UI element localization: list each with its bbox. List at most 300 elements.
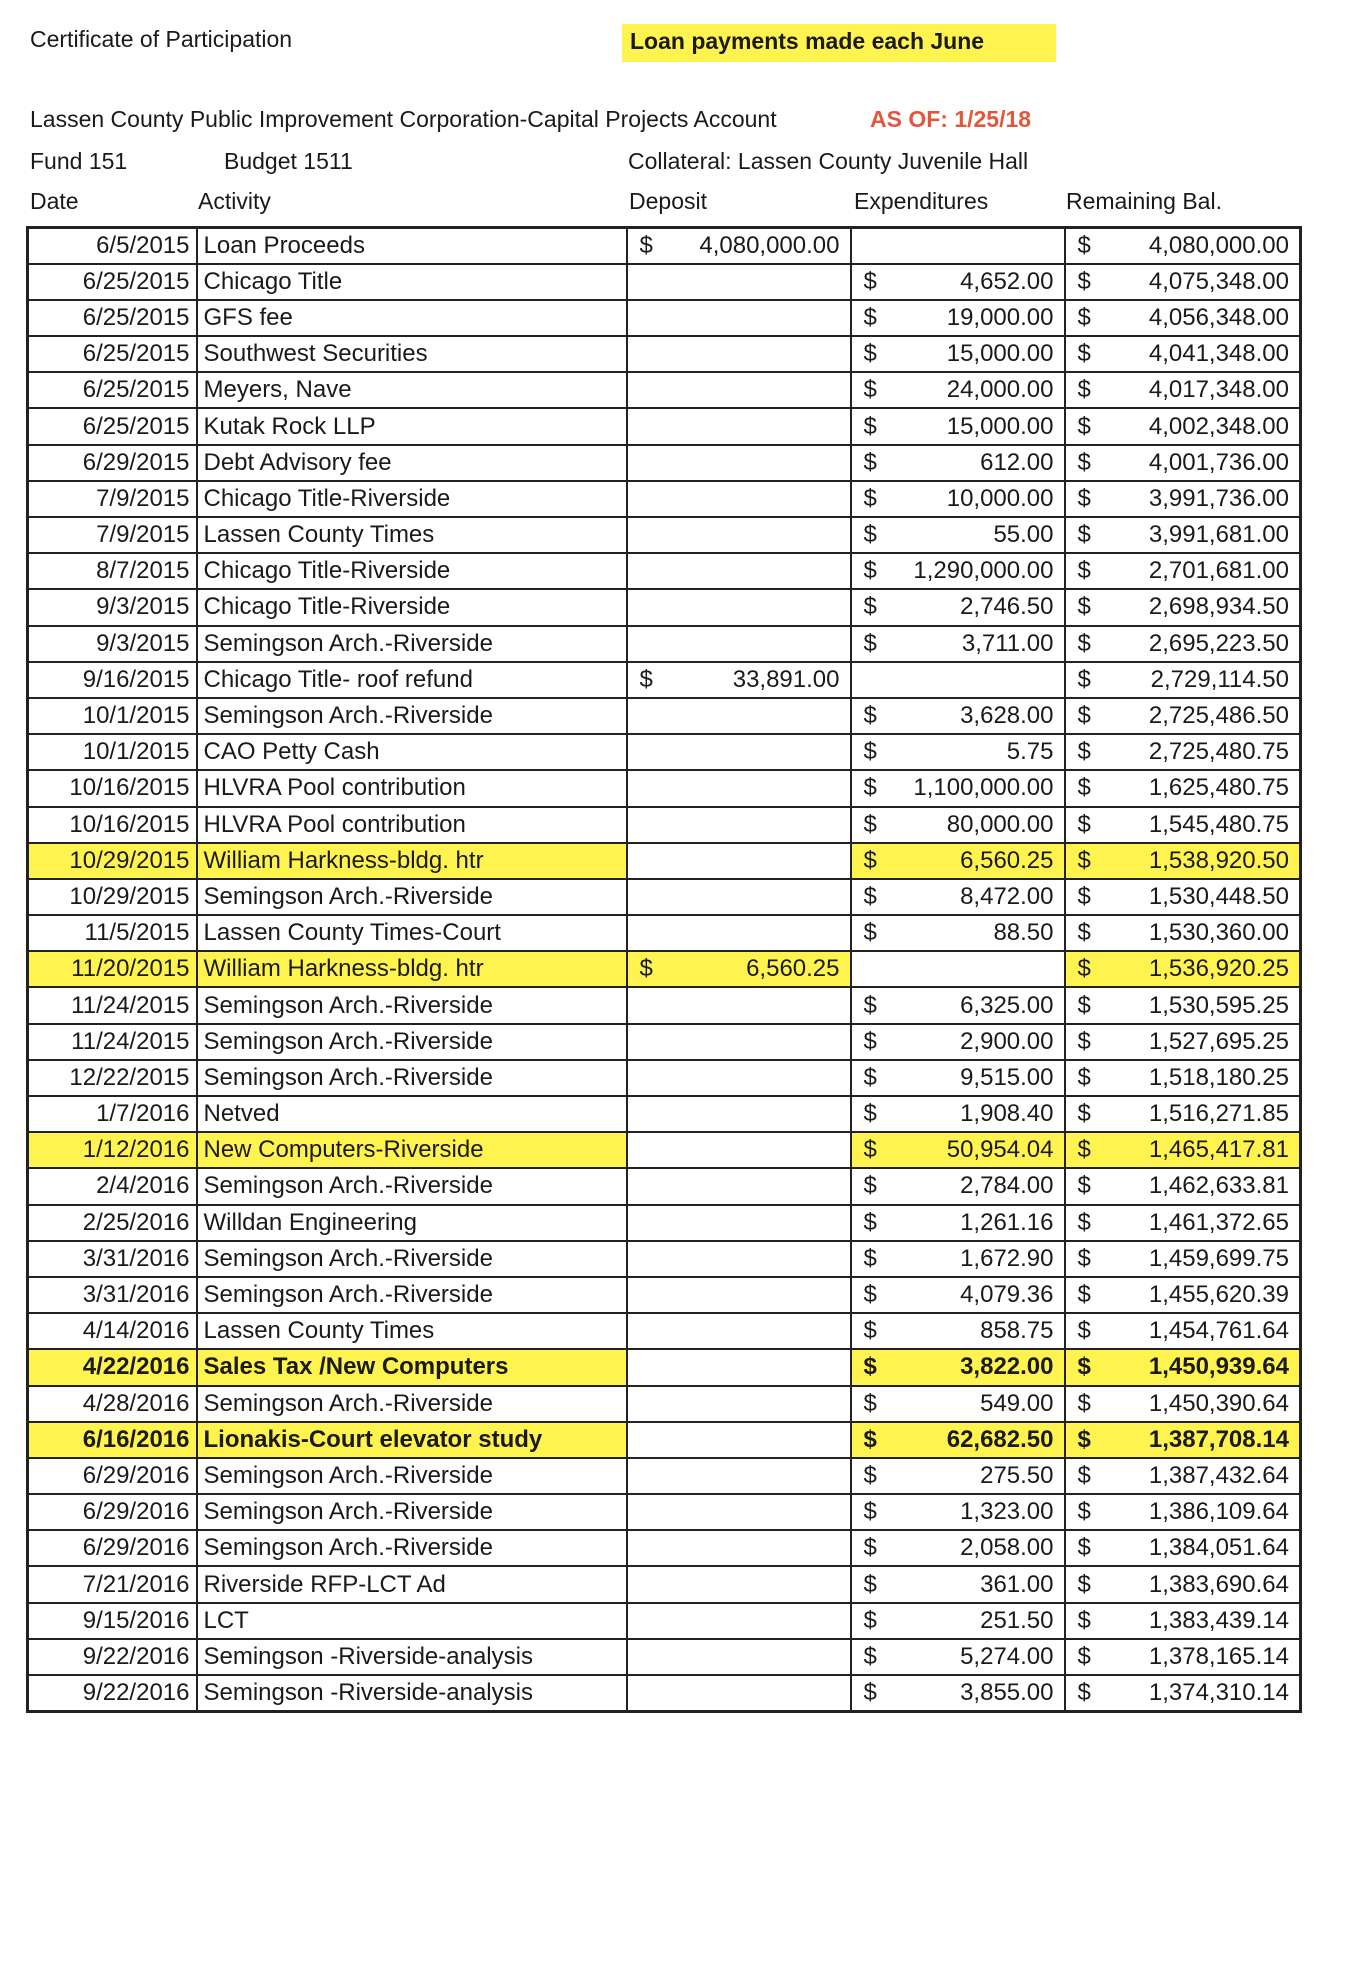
table-row [28, 843, 1301, 879]
cell-deposit [627, 228, 851, 264]
cell-activity: Lassen County Times [197, 1313, 627, 1349]
table-row [28, 589, 1301, 625]
table-row [28, 264, 1301, 300]
cell-date: 12/22/2015 [28, 1060, 197, 1096]
table-row [28, 987, 1301, 1023]
cell-remaining-balance [1065, 300, 1301, 336]
amount-value: 4,002,348.00 [1148, 412, 1289, 440]
cell-remaining-balance [1065, 1060, 1301, 1096]
amount-value: 1,461,372.65 [1148, 1208, 1289, 1236]
cell-remaining-balance [1065, 698, 1301, 734]
cell-expenditure [851, 626, 1065, 662]
cell-expenditure [851, 987, 1065, 1023]
amount-value: 5,274.00 [960, 1642, 1054, 1670]
amount-value: 2,725,480.75 [1148, 738, 1289, 766]
currency-symbol: $ [1077, 412, 1091, 440]
cell-remaining-balance [1065, 553, 1301, 589]
cell-remaining-balance [1065, 662, 1301, 698]
currency-symbol: $ [863, 1027, 877, 1055]
currency-symbol: $ [1077, 376, 1091, 404]
currency-symbol: $ [863, 340, 877, 368]
amount-value: 4,001,736.00 [1148, 448, 1289, 476]
cell-activity: Chicago Title-Riverside [197, 553, 627, 589]
currency-symbol: $ [1077, 810, 1091, 838]
cell-expenditure [851, 1603, 1065, 1639]
cell-expenditure [851, 1566, 1065, 1602]
doc-title: Certificate of Participation [30, 26, 293, 52]
amount-value: 9,515.00 [960, 1063, 1054, 1091]
currency-symbol: $ [1077, 1208, 1091, 1236]
cell-remaining-balance [1065, 445, 1301, 481]
currency-symbol: $ [1077, 1100, 1091, 1128]
cell-activity: Lionakis-Court elevator study [197, 1422, 627, 1458]
cell-remaining-balance [1065, 1603, 1301, 1639]
amount-value: 2,725,486.50 [1148, 702, 1289, 730]
ledger-body [28, 228, 1301, 1712]
cell-deposit [627, 626, 851, 662]
cell-expenditure [851, 662, 1065, 698]
cell-remaining-balance [1065, 1494, 1301, 1530]
amount-value: 1,450,390.64 [1148, 1389, 1289, 1417]
table-row [28, 1241, 1301, 1277]
currency-symbol: $ [1077, 1642, 1091, 1670]
cell-remaining-balance [1065, 1349, 1301, 1385]
currency-symbol: $ [863, 882, 877, 910]
table-row [28, 228, 1301, 264]
currency-symbol: $ [863, 1353, 877, 1381]
amount-value: 10,000.00 [946, 484, 1054, 512]
collateral-label: Collateral: Lassen County Juvenile Hall [628, 148, 1029, 174]
amount-value: 50,954.04 [946, 1136, 1054, 1164]
amount-value: 4,080,000.00 [1148, 231, 1289, 259]
cell-expenditure [851, 1277, 1065, 1313]
table-row [28, 915, 1301, 951]
cell-deposit [627, 1639, 851, 1675]
cell-expenditure [851, 1422, 1065, 1458]
col-header-remaining: Remaining Bal. [1066, 188, 1222, 214]
cell-expenditure [851, 589, 1065, 625]
amount-value: 251.50 [980, 1606, 1054, 1634]
col-header-date: Date [30, 188, 79, 214]
cell-date: 7/9/2015 [28, 481, 197, 517]
table-row [28, 698, 1301, 734]
cell-expenditure [851, 879, 1065, 915]
currency-symbol: $ [1077, 774, 1091, 802]
cell-date: 3/31/2016 [28, 1277, 197, 1313]
amount-value: 4,075,348.00 [1148, 267, 1289, 295]
amount-value: 1,672.90 [960, 1244, 1054, 1272]
table-row [28, 807, 1301, 843]
currency-symbol: $ [1077, 629, 1091, 657]
cell-expenditure [851, 372, 1065, 408]
cell-remaining-balance [1065, 1132, 1301, 1168]
cell-expenditure [851, 481, 1065, 517]
currency-symbol: $ [1077, 1136, 1091, 1164]
currency-symbol: $ [1077, 1678, 1091, 1706]
cell-remaining-balance [1065, 987, 1301, 1023]
amount-value: 1,383,690.64 [1148, 1570, 1289, 1598]
table-row [28, 734, 1301, 770]
currency-symbol: $ [1077, 557, 1091, 585]
currency-symbol: $ [863, 593, 877, 621]
cell-activity: Sales Tax /New Computers [197, 1349, 627, 1385]
table-row [28, 1566, 1301, 1602]
currency-symbol: $ [1077, 484, 1091, 512]
currency-symbol: $ [1077, 1027, 1091, 1055]
currency-symbol: $ [863, 1678, 877, 1706]
cell-date: 2/4/2016 [28, 1168, 197, 1204]
amount-value: 6,560.25 [746, 955, 840, 983]
table-row [28, 770, 1301, 806]
cell-activity: Semingson Arch.-Riverside [197, 879, 627, 915]
amount-value: 1,450,939.64 [1148, 1353, 1289, 1381]
fund-label: Fund 151 [30, 148, 128, 174]
cell-deposit [627, 1168, 851, 1204]
cell-remaining-balance [1065, 1422, 1301, 1458]
table-row [28, 1458, 1301, 1494]
amount-value: 8,472.00 [960, 882, 1054, 910]
cell-activity: LCT [197, 1603, 627, 1639]
currency-symbol: $ [1077, 1606, 1091, 1634]
table-row [28, 1639, 1301, 1675]
table-row [28, 626, 1301, 662]
cell-activity: William Harkness-bldg. htr [197, 951, 627, 987]
cell-date: 2/25/2016 [28, 1205, 197, 1241]
table-row [28, 951, 1301, 987]
amount-value: 2,058.00 [960, 1534, 1054, 1562]
currency-symbol: $ [863, 376, 877, 404]
amount-value: 858.75 [980, 1317, 1054, 1345]
cell-activity: William Harkness-bldg. htr [197, 843, 627, 879]
currency-symbol: $ [863, 738, 877, 766]
cell-deposit [627, 698, 851, 734]
table-row [28, 662, 1301, 698]
cell-date: 6/25/2015 [28, 300, 197, 336]
currency-symbol: $ [1077, 1353, 1091, 1381]
cell-date: 7/21/2016 [28, 1566, 197, 1602]
cell-expenditure [851, 228, 1065, 264]
table-row [28, 1096, 1301, 1132]
currency-symbol: $ [1077, 1389, 1091, 1417]
amount-value: 549.00 [980, 1389, 1054, 1417]
cell-date: 11/5/2015 [28, 915, 197, 951]
cell-date: 8/7/2015 [28, 553, 197, 589]
table-row [28, 1205, 1301, 1241]
cell-activity: Riverside RFP-LCT Ad [197, 1566, 627, 1602]
amount-value: 1,374,310.14 [1148, 1678, 1289, 1706]
note-text: Loan payments made each June [630, 28, 985, 54]
amount-value: 1,387,432.64 [1148, 1461, 1289, 1489]
amount-value: 2,729,114.50 [1150, 665, 1289, 693]
currency-symbol: $ [1077, 882, 1091, 910]
cell-date: 10/1/2015 [28, 698, 197, 734]
cell-date: 9/22/2016 [28, 1639, 197, 1675]
cell-remaining-balance [1065, 734, 1301, 770]
currency-symbol: $ [863, 557, 877, 585]
cell-remaining-balance [1065, 1277, 1301, 1313]
cell-activity: Meyers, Nave [197, 372, 627, 408]
currency-symbol: $ [863, 1425, 877, 1453]
amount-value: 1,536,920.25 [1148, 955, 1289, 983]
currency-symbol: $ [1077, 1570, 1091, 1598]
amount-value: 24,000.00 [946, 376, 1054, 404]
amount-value: 1,545,480.75 [1148, 810, 1289, 838]
cell-date: 6/5/2015 [28, 228, 197, 264]
cell-activity: Semingson Arch.-Riverside [197, 1494, 627, 1530]
col-header-deposit: Deposit [629, 188, 707, 214]
table-row [28, 372, 1301, 408]
amount-value: 3,822.00 [960, 1353, 1054, 1381]
currency-symbol: $ [1077, 919, 1091, 947]
cell-deposit [627, 264, 851, 300]
currency-symbol: $ [863, 810, 877, 838]
cell-expenditure [851, 1132, 1065, 1168]
amount-value: 2,900.00 [960, 1027, 1054, 1055]
cell-activity: GFS fee [197, 300, 627, 336]
cell-date: 6/29/2015 [28, 445, 197, 481]
table-row [28, 481, 1301, 517]
amount-value: 1,454,761.64 [1148, 1317, 1289, 1345]
currency-symbol: $ [863, 991, 877, 1019]
cell-date: 9/3/2015 [28, 626, 197, 662]
currency-symbol: $ [863, 1606, 877, 1634]
table-row [28, 408, 1301, 444]
cell-activity: Semingson Arch.-Riverside [197, 1060, 627, 1096]
cell-deposit [627, 1386, 851, 1422]
cell-date: 9/3/2015 [28, 589, 197, 625]
cell-activity: Kutak Rock LLP [197, 408, 627, 444]
amount-value: 15,000.00 [946, 340, 1054, 368]
amount-value: 1,261.16 [960, 1208, 1054, 1236]
table-row [28, 1386, 1301, 1422]
currency-symbol: $ [863, 484, 877, 512]
cell-date: 6/29/2016 [28, 1530, 197, 1566]
cell-expenditure [851, 1530, 1065, 1566]
cell-date: 9/16/2015 [28, 662, 197, 698]
cell-deposit [627, 987, 851, 1023]
cell-deposit [627, 445, 851, 481]
table-row [28, 1132, 1301, 1168]
cell-remaining-balance [1065, 1313, 1301, 1349]
currency-symbol: $ [1077, 1281, 1091, 1309]
table-row [28, 1277, 1301, 1313]
cell-remaining-balance [1065, 1168, 1301, 1204]
cell-activity: Semingson Arch.-Riverside [197, 698, 627, 734]
cell-expenditure [851, 553, 1065, 589]
table-row [28, 1060, 1301, 1096]
cell-deposit [627, 734, 851, 770]
currency-symbol: $ [863, 1063, 877, 1091]
cell-activity: Semingson Arch.-Riverside [197, 1386, 627, 1422]
currency-symbol: $ [863, 774, 877, 802]
currency-symbol: $ [863, 629, 877, 657]
currency-symbol: $ [863, 303, 877, 331]
cell-date: 6/25/2015 [28, 408, 197, 444]
cell-activity: Willdan Engineering [197, 1205, 627, 1241]
cell-remaining-balance [1065, 372, 1301, 408]
cell-activity: Lassen County Times-Court [197, 915, 627, 951]
cell-expenditure [851, 1639, 1065, 1675]
amount-value: 612.00 [980, 448, 1054, 476]
cell-deposit [627, 1566, 851, 1602]
cell-deposit [627, 336, 851, 372]
amount-value: 1,383,439.14 [1148, 1606, 1289, 1634]
cell-expenditure [851, 300, 1065, 336]
cell-expenditure [851, 698, 1065, 734]
cell-remaining-balance [1065, 1241, 1301, 1277]
currency-symbol: $ [639, 665, 653, 693]
cell-remaining-balance [1065, 264, 1301, 300]
cell-deposit [627, 1530, 851, 1566]
amount-value: 3,711.00 [961, 629, 1054, 657]
currency-symbol: $ [863, 1281, 877, 1309]
cell-activity: Semingson Arch.-Riverside [197, 1277, 627, 1313]
table-row [28, 1024, 1301, 1060]
cell-date: 10/16/2015 [28, 807, 197, 843]
currency-symbol: $ [1077, 231, 1091, 259]
amount-value: 55.00 [993, 521, 1054, 549]
cell-deposit [627, 879, 851, 915]
cell-date: 1/7/2016 [28, 1096, 197, 1132]
cell-expenditure [851, 1313, 1065, 1349]
currency-symbol: $ [1077, 1461, 1091, 1489]
cell-deposit [627, 1494, 851, 1530]
table-row [28, 445, 1301, 481]
amount-value: 88.50 [993, 919, 1054, 947]
cell-remaining-balance [1065, 807, 1301, 843]
amount-value: 1,518,180.25 [1148, 1063, 1289, 1091]
currency-symbol: $ [1077, 1317, 1091, 1345]
cell-activity: Semingson Arch.-Riverside [197, 626, 627, 662]
cell-deposit [627, 1603, 851, 1639]
currency-symbol: $ [863, 1100, 877, 1128]
cell-deposit [627, 1349, 851, 1385]
amount-value: 4,041,348.00 [1148, 340, 1289, 368]
table-row [28, 1603, 1301, 1639]
amount-value: 4,652.00 [960, 267, 1054, 295]
amount-value: 1,462,633.81 [1148, 1172, 1289, 1200]
cell-date: 6/29/2016 [28, 1458, 197, 1494]
amount-value: 1,516,271.85 [1148, 1100, 1289, 1128]
currency-symbol: $ [863, 1642, 877, 1670]
table-row [28, 553, 1301, 589]
cell-remaining-balance [1065, 1675, 1301, 1711]
currency-symbol: $ [1077, 448, 1091, 476]
cell-activity: Semingson Arch.-Riverside [197, 1458, 627, 1494]
cell-date: 6/16/2016 [28, 1422, 197, 1458]
col-header-expenditures: Expenditures [854, 188, 989, 214]
currency-symbol: $ [1077, 1534, 1091, 1562]
cell-deposit [627, 1313, 851, 1349]
cell-deposit [627, 662, 851, 698]
cell-expenditure [851, 1386, 1065, 1422]
amount-value: 1,465,417.81 [1148, 1136, 1289, 1164]
cell-expenditure [851, 517, 1065, 553]
cell-date: 11/20/2015 [28, 951, 197, 987]
cell-date: 9/15/2016 [28, 1603, 197, 1639]
cell-activity: Loan Proceeds [197, 228, 627, 264]
cell-expenditure [851, 264, 1065, 300]
ledger-table [26, 226, 1302, 1713]
table-row [28, 1168, 1301, 1204]
amount-value: 4,080,000.00 [699, 231, 840, 259]
cell-deposit [627, 1675, 851, 1711]
cell-deposit [627, 481, 851, 517]
currency-symbol: $ [1077, 1425, 1091, 1453]
currency-symbol: $ [1077, 846, 1091, 874]
cell-activity: Netved [197, 1096, 627, 1132]
table-row [28, 1349, 1301, 1385]
cell-deposit [627, 915, 851, 951]
cell-remaining-balance [1065, 770, 1301, 806]
cell-date: 4/28/2016 [28, 1386, 197, 1422]
cell-remaining-balance [1065, 1566, 1301, 1602]
currency-symbol: $ [1077, 593, 1091, 621]
cell-expenditure [851, 915, 1065, 951]
cell-expenditure [851, 1024, 1065, 1060]
cell-date: 4/22/2016 [28, 1349, 197, 1385]
cell-remaining-balance [1065, 1205, 1301, 1241]
amount-value: 6,325.00 [960, 991, 1054, 1019]
amount-value: 2,746.50 [960, 593, 1054, 621]
amount-value: 1,908.40 [960, 1100, 1054, 1128]
amount-value: 4,017,348.00 [1148, 376, 1289, 404]
amount-value: 15,000.00 [946, 412, 1054, 440]
currency-symbol: $ [863, 1317, 877, 1345]
cell-activity: Semingson Arch.-Riverside [197, 1168, 627, 1204]
amount-value: 3,855.00 [960, 1678, 1054, 1706]
amount-value: 1,538,920.50 [1148, 846, 1289, 874]
currency-symbol: $ [1077, 738, 1091, 766]
amount-value: 19,000.00 [946, 303, 1054, 331]
amount-value: 1,527,695.25 [1148, 1027, 1289, 1055]
cell-expenditure [851, 770, 1065, 806]
cell-remaining-balance [1065, 879, 1301, 915]
amount-value: 1,625,480.75 [1148, 774, 1289, 802]
cell-deposit [627, 372, 851, 408]
table-row [28, 336, 1301, 372]
currency-symbol: $ [863, 1389, 877, 1417]
currency-symbol: $ [863, 1498, 877, 1526]
cell-date: 7/9/2015 [28, 517, 197, 553]
cell-activity: Debt Advisory fee [197, 445, 627, 481]
cell-date: 10/1/2015 [28, 734, 197, 770]
cell-activity: Southwest Securities [197, 336, 627, 372]
currency-symbol: $ [863, 412, 877, 440]
amount-value: 1,386,109.64 [1148, 1498, 1289, 1526]
amount-value: 1,384,051.64 [1148, 1534, 1289, 1562]
cell-activity: Semingson Arch.-Riverside [197, 1530, 627, 1566]
table-row [28, 1494, 1301, 1530]
currency-symbol: $ [863, 521, 877, 549]
cell-activity: Semingson Arch.-Riverside [197, 1241, 627, 1277]
amount-value: 1,530,360.00 [1148, 919, 1289, 947]
cell-expenditure [851, 1168, 1065, 1204]
cell-deposit [627, 517, 851, 553]
amount-value: 2,784.00 [960, 1172, 1054, 1200]
cell-date: 4/14/2016 [28, 1313, 197, 1349]
cell-activity: Lassen County Times [197, 517, 627, 553]
cell-activity: Chicago Title [197, 264, 627, 300]
cell-expenditure [851, 445, 1065, 481]
table-row [28, 1313, 1301, 1349]
amount-value: 275.50 [980, 1461, 1054, 1489]
cell-deposit [627, 300, 851, 336]
currency-symbol: $ [863, 1136, 877, 1164]
cell-remaining-balance [1065, 1458, 1301, 1494]
currency-symbol: $ [863, 1534, 877, 1562]
currency-symbol: $ [1077, 991, 1091, 1019]
